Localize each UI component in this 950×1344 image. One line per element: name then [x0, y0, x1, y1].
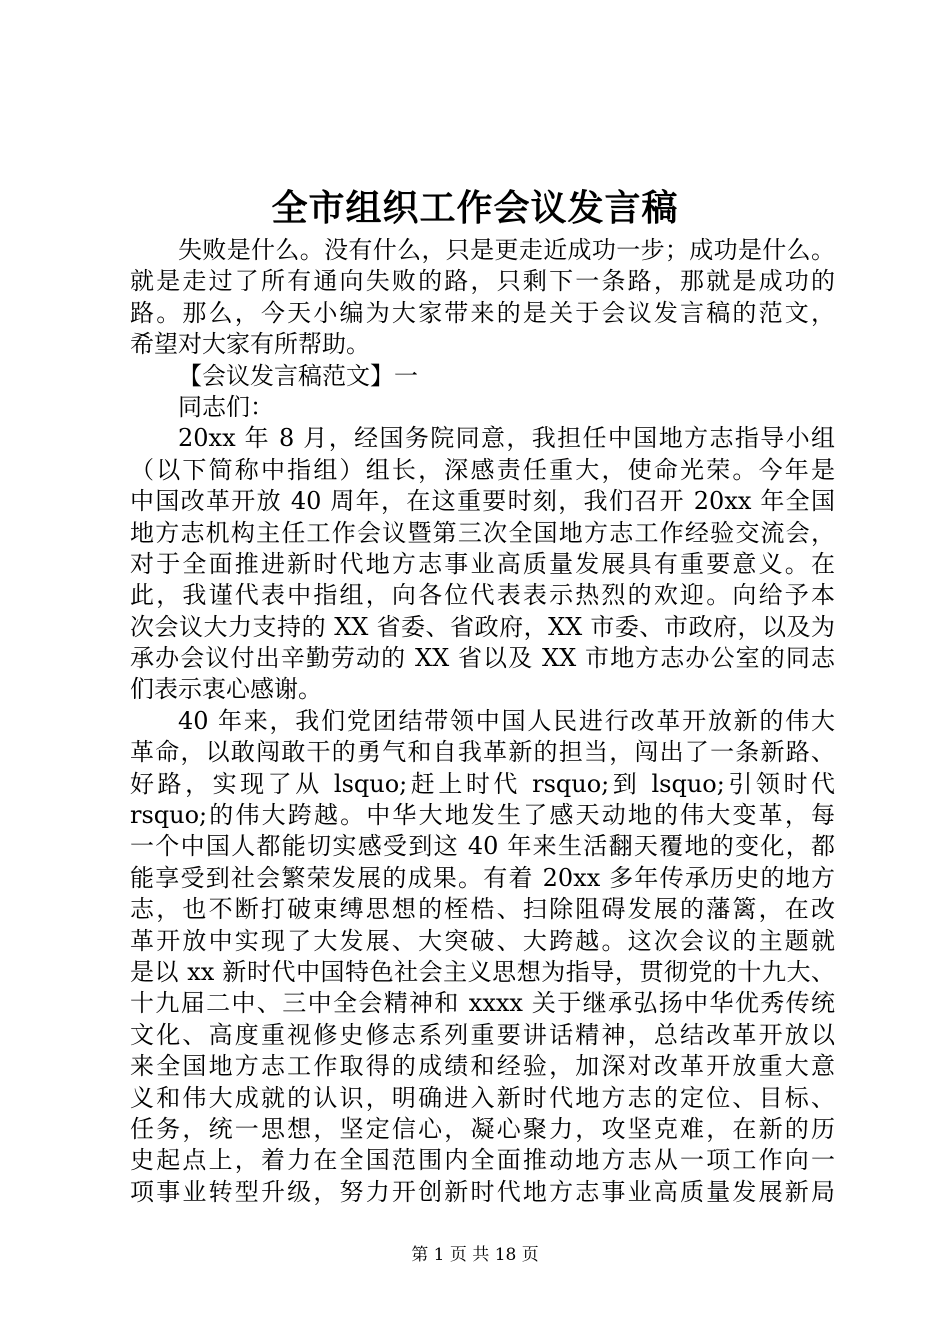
body-line: 20xx 年 8 月，经国务院同意，我担任中国地方志指导小组	[178, 424, 835, 453]
document-title: 全市组织工作会议发言稿	[271, 187, 679, 229]
body-line: 【会议发言稿范文】一	[178, 361, 418, 390]
body-line: 次会议大力支持的 XX 省委、省政府，XX 市委、市政府，以及为	[130, 612, 835, 641]
body-line: 革开放中实现了大发展、大突破、大跨越。这次会议的主题就	[130, 926, 835, 955]
body-line: 中国改革开放 40 周年，在这重要时刻，我们召开 20xx 年全国	[130, 487, 835, 516]
body-line: 希望对大家有所帮助。	[130, 330, 370, 359]
body-line: rsquo;的伟大跨越。中华大地发生了感天动地的伟大变革，每	[130, 801, 835, 830]
body-line: 同志们：	[178, 392, 274, 421]
body-line: 义和伟大成就的认识，明确进入新时代地方志的定位、目标、	[130, 1083, 835, 1112]
body-line: 40 年来，我们党团结带领中国人民进行改革开放新的伟大	[178, 706, 835, 735]
body-line: 项事业转型升级，努力开创新时代地方志事业高质量发展新局	[130, 1177, 835, 1206]
body-line: 志，也不断打破束缚思想的桎梏、扫除阻碍发展的藩篱，在改	[130, 895, 835, 924]
body-line: 文化、高度重视修史修志系列重要讲话精神，总结改革开放以	[130, 1020, 835, 1049]
body-line: 史起点上，着力在全国范围内全面推动地方志从一项工作向一	[130, 1146, 835, 1175]
body-line: 地方志机构主任工作会议暨第三次全国地方志工作经验交流会，	[130, 518, 835, 547]
body-line: 一个中国人都能切实感受到这 40 年来生活翻天覆地的变化，都	[130, 832, 835, 861]
page-footer: 第 1 页 共 18 页	[411, 1245, 539, 1265]
body-line: （以下简称中指组）组长，深感责任重大，使命光荣。今年是	[130, 455, 835, 484]
body-line: 来全国地方志工作取得的成绩和经验，加深对改革开放重大意	[130, 1052, 835, 1081]
body-line: 对于全面推进新时代地方志事业高质量发展具有重要意义。在	[130, 549, 835, 578]
body-line: 好路，实现了从 lsquo;赶上时代 rsquo;到 lsquo;引领时代	[130, 769, 835, 798]
body-line: 革命，以敢闯敢干的勇气和自我革新的担当，闯出了一条新路、	[130, 738, 835, 767]
body-line: 能享受到社会繁荣发展的成果。有着 20xx 多年传承历史的地方	[130, 863, 835, 892]
body-line: 此，我谨代表中指组，向各位代表表示热烈的欢迎。向给予本	[130, 581, 835, 610]
body-line: 路。那么，今天小编为大家带来的是关于会议发言稿的范文，	[130, 298, 835, 327]
body-line: 就是走过了所有通向失败的路，只剩下一条路，那就是成功的	[130, 267, 835, 296]
body-line: 失败是什么。没有什么，只是更走近成功一步；成功是什么。	[178, 236, 835, 264]
body-line: 任务，统一思想，坚定信心，凝心聚力，攻坚克难，在新的历	[130, 1114, 835, 1143]
body-line: 们表示衷心感谢。	[130, 675, 322, 704]
document-body	[130, 235, 835, 1208]
body-line: 十九届二中、三中全会精神和 xxxx 关于继承弘扬中华优秀传统	[130, 989, 835, 1018]
body-line: 是以 xx 新时代中国特色社会主义思想为指导，贯彻党的十九大、	[130, 957, 835, 986]
body-line: 承办会议付出辛勤劳动的 XX 省以及 XX 市地方志办公室的同志	[130, 644, 835, 673]
